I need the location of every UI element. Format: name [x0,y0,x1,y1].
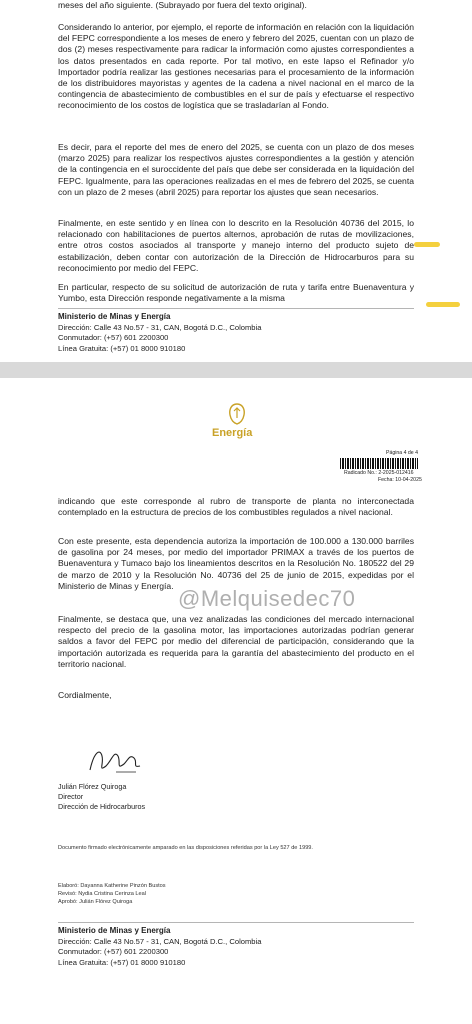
signature-icon [86,742,146,778]
paragraph-indicando: indicando que este corresponde al rubro de transporte de planta no interconectada contemplado en la estructura de precios de los combustibles regulados a nivel nacional. [58,496,414,518]
energia-logo-text: Energía [212,427,253,439]
paragraph-finalmente-mercado: Finalmente, se destaca que, una vez analizadas las condiciones del mercado internacional respecto del precio de la gasolina motor, las importaciones autorizadas podrían generar saldos a favor del FEPC por medio del diferencial de participación, considerando que la importación autorizada es requerida para la garantía del abastecimiento del producto en el territorio nacional. [58,614,414,669]
radicado-date: Fecha: 10-04-2025 [378,477,422,483]
footer-toll-free: Línea Gratuita: (+57) 01 8000 910180 [58,343,186,353]
paragraph-finalmente-resolucion: Finalmente, en este sentido y en línea con lo descrito en la Resolución 40736 del 2015, lo relacionado con habilitaciones de puertos alternos, aprobación de rutas de movilizaciones, entre otros costos asociados al transporte y manejo interno del producto sujeto de estabilización, deben contar con autorización de la Dirección de Hidrocarburos para su reconocimiento por medio del FEPC. [58,218,414,273]
footer-org: Ministerio de Minas y Energía [58,926,171,935]
paragraph-considerando: Considerando lo anterior, por ejemplo, el reporte de información en relación con la liquidación del FEPC correspondiente a los meses de enero y febrero del 2025, cuentan con un plazo de dos (2) meses respectivamente para radicar la información como ajustes correspondientes a los datos presentados en cada reporte. Por tal motivo, en este lapso el Refinador y/o Importador podría realizar las gestiones necesarias para el procesamiento de la información de los distribuidores mayoristas y agentes de la cadena a nivel nacional en el marco de la contingencia de abastecimiento de combustibles en el sur de país y efectuarse el respectivo reconocimiento de los costos de logística que se trasladarían al Fondo. [58,22,414,111]
document-page-3 [0,0,472,362]
footer-phone: Conmutador: (+57) 601 2200300 [58,333,169,342]
paragraph-autoriza-importacion: Con este presente, esta dependencia autoriza la importación de 100.000 a 130.000 barriles de gasolina por 24 meses, por medio del importador PRIMAX a través de los puertos de Buenaventura y Tumaco bajo los lineamientos descritos en la Resolución No. 180522 del 29 de marzo de 2010 y la Resolución No. 40736 del 25 de junio de 2015, expedidas por el Ministerio de Minas y Energía. [58,536,414,591]
energia-logo-icon [226,402,248,426]
footer-org: Ministerio de Minas y Energía [58,312,171,321]
electronic-signature-note: Documento firmado electrónicamente amparado en las disposiciones referidas por la Ley 527 de 1999. [58,845,313,851]
signature-block [58,782,145,812]
signer-name: Julián Flórez Quiroga [58,782,127,791]
signer-title: Director [58,792,84,801]
radicado-number: Radicado No.: 2-2025-012416 [344,470,414,476]
closing-salutation: Cordialmente, [58,690,112,700]
barcode [340,458,418,469]
aprobo-line: Aprobó: Julián Flórez Quiroga [58,899,133,905]
footer-address: Dirección: Calle 43 No.57 - 31, CAN, Bogotá D.C., Colombia [58,322,262,332]
highlight-mark [414,242,440,247]
highlight-mark [426,302,460,307]
continuation-line: meses del año siguiente. (Subrayado por fuera del texto original). [58,0,307,10]
footer-address: Dirección: Calle 43 No.57 - 31, CAN, Bogotá D.C., Colombia [58,936,262,946]
footer-divider [58,922,414,923]
footer-toll-free: Línea Gratuita: (+57) 01 8000 910180 [58,957,186,967]
signer-department: Dirección de Hidrocarburos [58,802,146,811]
footer-divider [58,308,414,309]
footer-phone: Conmutador: (+57) 601 2200300 [58,947,169,956]
elaboro-line: Elaboró: Dayanna Katherine Pinzón Bustos [58,883,166,889]
paragraph-es-decir: Es decir, para el reporte del mes de enero del 2025, se cuenta con un plazo de dos meses (marzo 2025) para realizar los respectivos ajustes correspondientes a la gestión y atención de la contingencia en el suroccidente del país que debe ser considerada en la liquidación del FEPC. Igualmente, para las operaciones realizadas en el mes de febrero del 2025, se cuenta con un plazo de 2 meses (abril 2025) para reportar los ajustes que sean necesarios. [58,142,414,197]
paragraph-en-particular: En particular, respecto de su solicitud de autorización de ruta y tarifa entre Buenaventura y Yumbo, esta Dirección responde negativamente a la misma [58,282,414,304]
page-number: Página 4 de 4 [386,450,419,456]
footer-block [58,926,261,968]
reviso-line: Revisó: Nydia Cristina Cerinza Leal [58,891,146,897]
footer-block [58,312,261,354]
watermark-text: @Melquisedec70 [178,586,356,611]
